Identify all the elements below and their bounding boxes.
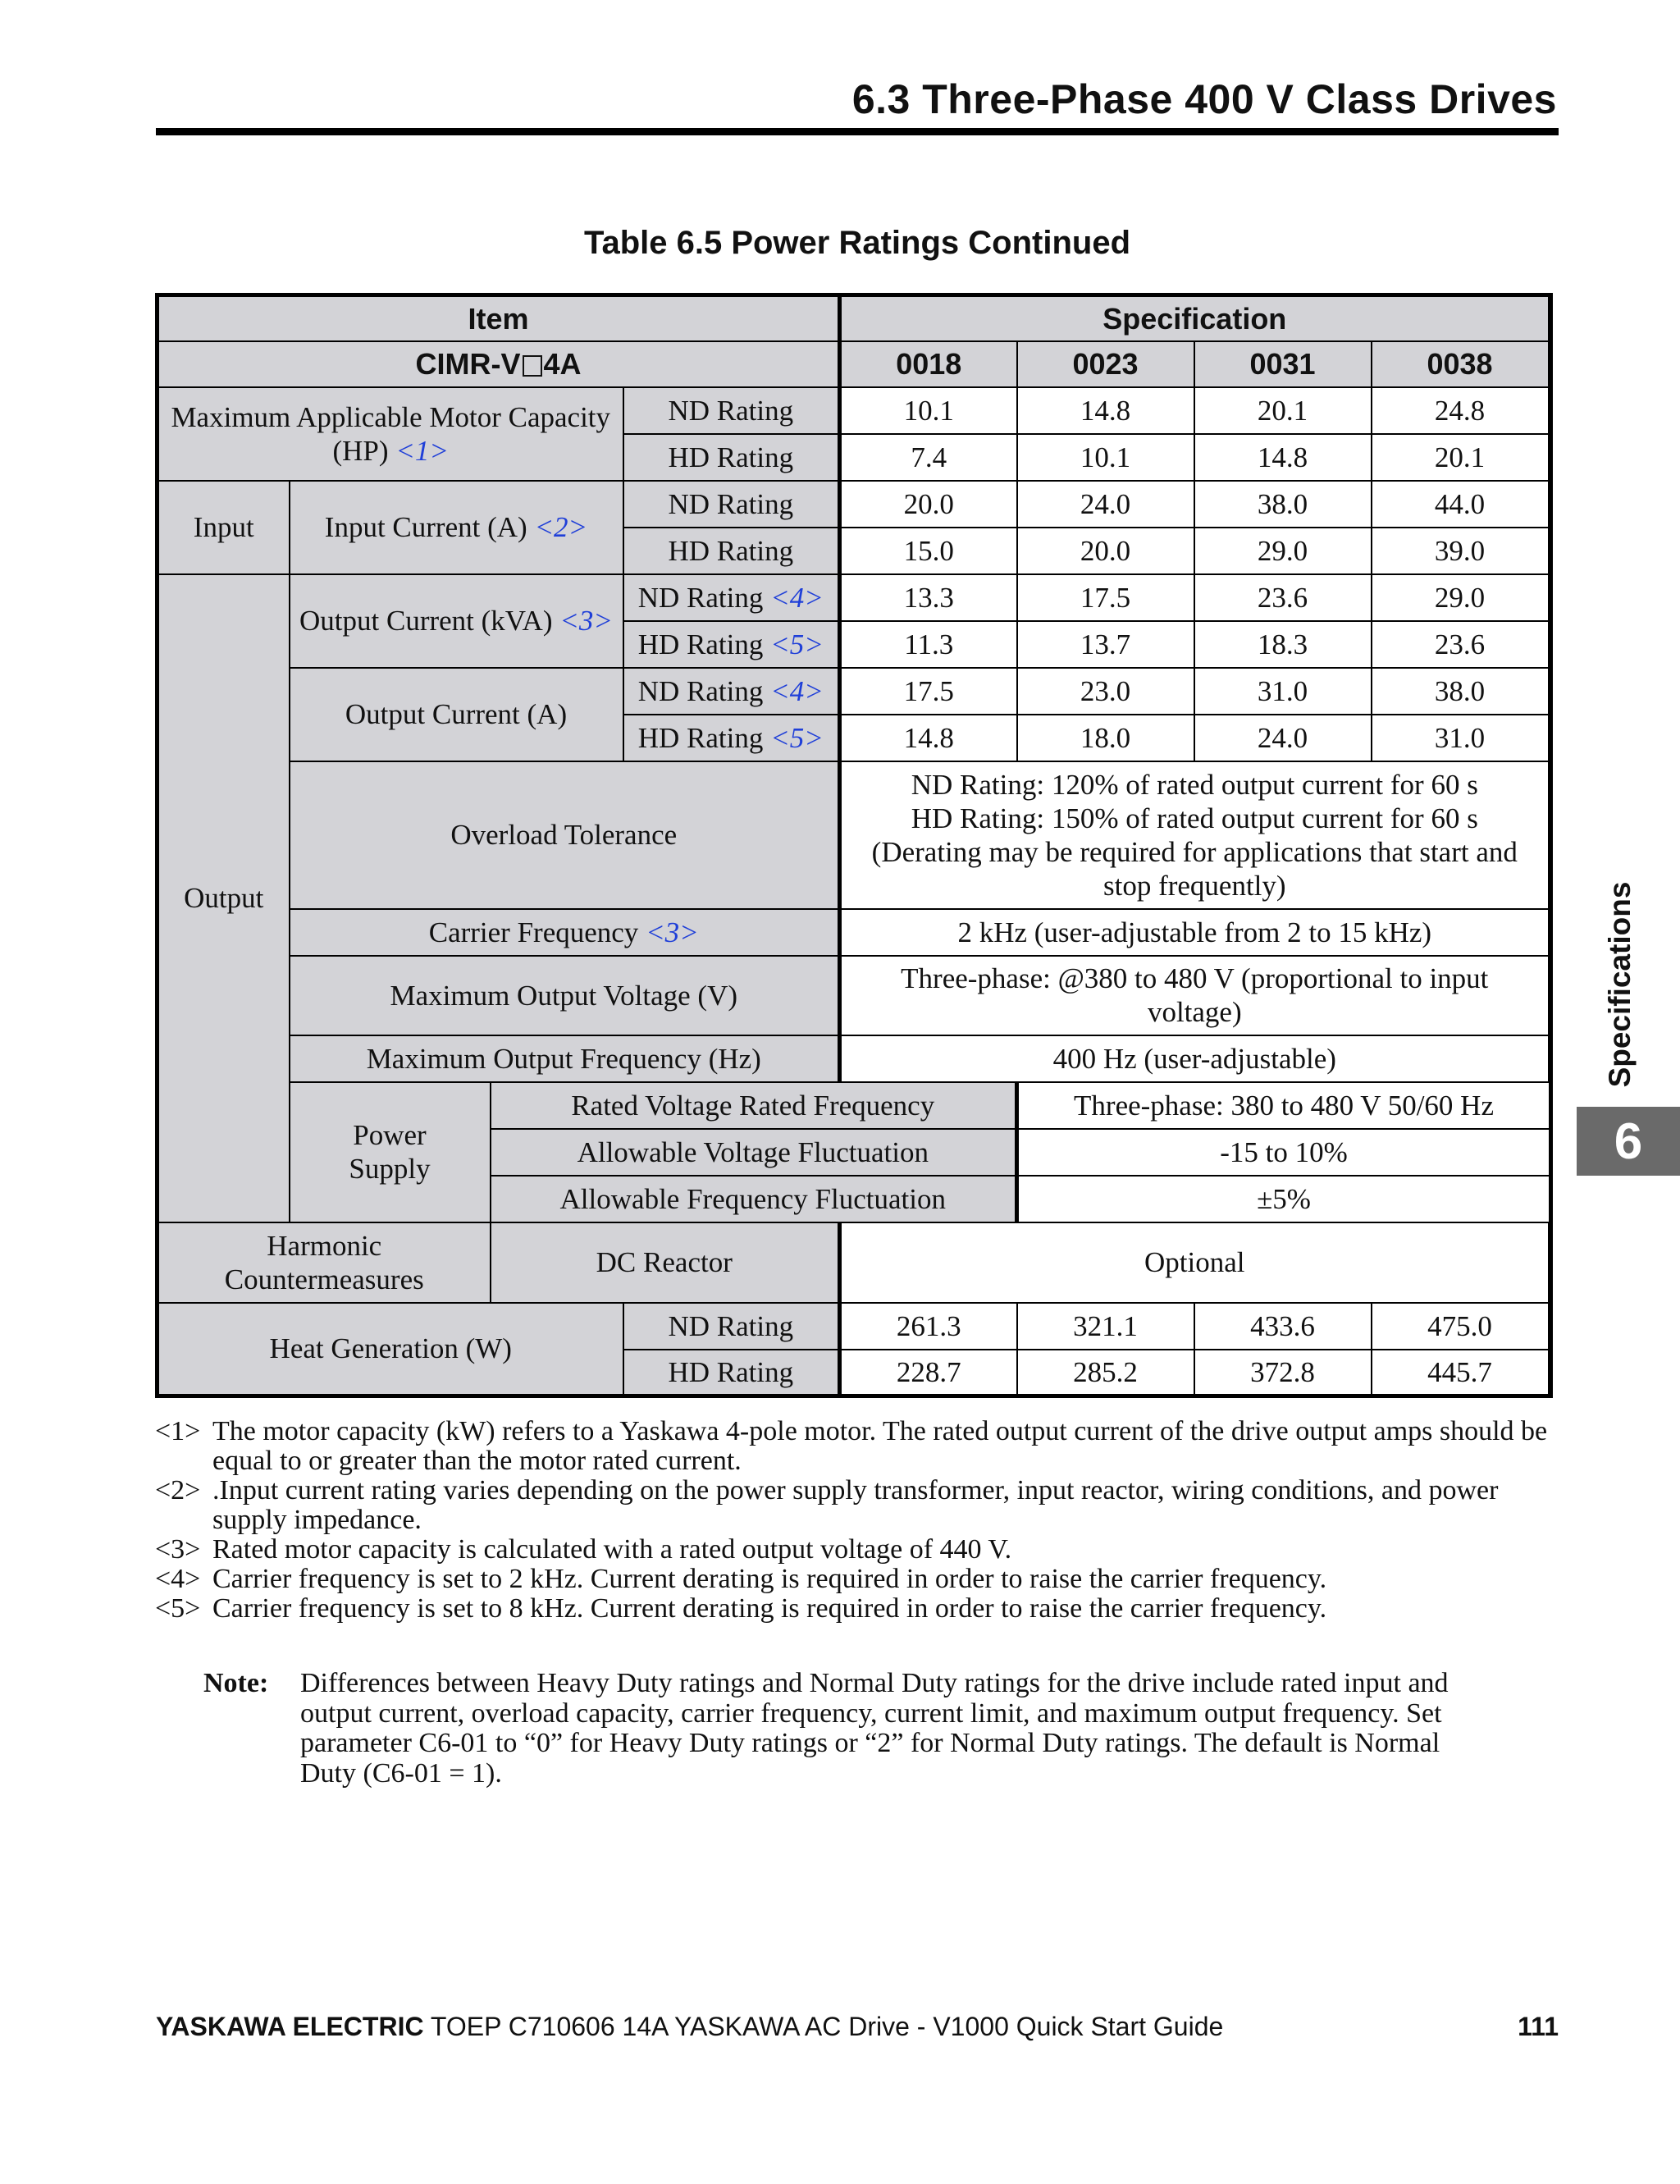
- table-cell: 14.8: [840, 715, 1017, 761]
- footnote-text: The motor capacity (kW) refers to a Yaskawa 4-pole motor. The rated output current of the drive output amps should be equal to or greater than the motor rated current.: [212, 1416, 1548, 1476]
- ref-3: <3>: [646, 916, 699, 948]
- table-cell: 475.0: [1372, 1303, 1549, 1350]
- table-cell: 14.8: [1194, 434, 1372, 481]
- placeholder-box-icon: [523, 355, 542, 377]
- note-block: [203, 1669, 1459, 1789]
- nd-rating-label: ND Rating: [623, 387, 840, 434]
- table-caption: Table 6.5 Power Ratings Continued: [583, 225, 1130, 261]
- ref-4: <4>: [770, 674, 824, 707]
- table-cell: 372.8: [1194, 1350, 1372, 1396]
- output-current-a-label: Output Current (A): [290, 668, 623, 761]
- footnote: [155, 1535, 1566, 1565]
- dc-reactor-value: Optional: [840, 1222, 1549, 1303]
- harmonic-countermeasures-label: Harmonic Countermeasures: [158, 1222, 491, 1303]
- footnote: [155, 1565, 1566, 1594]
- hd-rating-label: HD Rating <5>: [623, 715, 840, 761]
- table-cell: 228.7: [840, 1350, 1017, 1396]
- table-cell: 23.6: [1372, 621, 1549, 668]
- table-cell: 13.3: [840, 574, 1017, 621]
- table-cell: 14.8: [1017, 387, 1194, 434]
- voltage-line: voltage): [1147, 996, 1242, 1028]
- table-cell: 29.0: [1194, 528, 1372, 574]
- table-cell: 18.3: [1194, 621, 1372, 668]
- overload-line: (Derating may be required for applications that start and: [871, 835, 1518, 868]
- header-rule: [156, 128, 1559, 135]
- ref-4: <4>: [770, 581, 824, 614]
- overload-tolerance-label: Overload Tolerance: [290, 761, 840, 909]
- voltage-fluctuation-value: -15 to 10%: [1017, 1129, 1551, 1176]
- hd-rating-label: HD Rating: [623, 528, 840, 574]
- rated-voltage-frequency-value: Three-phase: 380 to 480 V 50/60 Hz: [1017, 1082, 1551, 1129]
- footnote-number: <1>: [155, 1416, 201, 1446]
- ref-5: <5>: [770, 721, 824, 754]
- table-cell: 38.0: [1194, 481, 1372, 528]
- side-section-label: Specifications: [1603, 881, 1637, 1088]
- footnote-number: <2>: [155, 1475, 201, 1505]
- chapter-tab: 6: [1577, 1107, 1680, 1176]
- item-header: Item: [158, 295, 840, 341]
- table-cell: 20.1: [1194, 387, 1372, 434]
- table-cell: 39.0: [1372, 528, 1549, 574]
- table-cell: 261.3: [840, 1303, 1017, 1350]
- max-output-frequency-value: 400 Hz (user-adjustable): [840, 1035, 1549, 1082]
- input-current-label: Input Current (A) <2>: [290, 481, 623, 574]
- ref-2: <2>: [534, 511, 588, 543]
- frequency-fluctuation-label: Allowable Frequency Fluctuation: [491, 1176, 1017, 1222]
- max-output-voltage-value: [840, 956, 1549, 1035]
- nd-rating-label: ND Rating <4>: [623, 668, 840, 715]
- note-text: Differences between Heavy Duty ratings and Normal Duty ratings for the drive include rated input and output current, overload capacity, carrier frequency, current limit, and maximum output frequency. Set parameter C6-01 to “0” for Heavy Duty ratings or “2” for Normal Duty ratings. The default is Normal Duty (C6-01 = 1).: [300, 1668, 1449, 1789]
- table-cell: 18.0: [1017, 715, 1194, 761]
- power-ratings-table: [155, 293, 1553, 1398]
- footer-company: YASKAWA ELECTRIC: [156, 2012, 424, 2041]
- output-label: Output: [158, 574, 290, 1222]
- table-cell: 10.1: [840, 387, 1017, 434]
- footnote-text: Rated motor capacity is calculated with a rated output voltage of 440 V.: [212, 1534, 1012, 1565]
- ref-5: <5>: [770, 628, 824, 660]
- dc-reactor-label: DC Reactor: [491, 1222, 840, 1303]
- table-cell: 321.1: [1017, 1303, 1194, 1350]
- ref-3: <3>: [559, 605, 613, 637]
- max-output-voltage-label: Maximum Output Voltage (V): [290, 956, 840, 1035]
- footer-doc-title: TOEP C710606 14A YASKAWA AC Drive - V1000 Quick Start Guide: [423, 2012, 1224, 2041]
- footnote: [155, 1417, 1566, 1476]
- nd-rating-label: ND Rating: [623, 481, 840, 528]
- table-cell: 433.6: [1194, 1303, 1372, 1350]
- overload-line: ND Rating: 120% of rated output current for 60 s: [911, 768, 1478, 801]
- model-col-0023: 0023: [1017, 341, 1194, 387]
- max-motor-capacity-label: Maximum Applicable Motor Capacity (HP) <1>: [158, 387, 623, 481]
- table-cell: 44.0: [1372, 481, 1549, 528]
- table-cell: 13.7: [1017, 621, 1194, 668]
- table-cell: 17.5: [1017, 574, 1194, 621]
- model-prefix: CIMR-V: [415, 347, 521, 381]
- heat-generation-label: Heat Generation (W): [158, 1303, 623, 1396]
- model-header: [158, 341, 840, 387]
- table-cell: 20.1: [1372, 434, 1549, 481]
- table-cell: 31.0: [1372, 715, 1549, 761]
- frequency-fluctuation-value: ±5%: [1017, 1176, 1551, 1222]
- table-cell: 24.8: [1372, 387, 1549, 434]
- footnote-text: .Input current rating varies depending on the power supply transformer, input reactor, wiring conditions, and power supply impedance.: [212, 1475, 1499, 1535]
- rated-voltage-frequency-label: Rated Voltage Rated Frequency: [491, 1082, 1017, 1129]
- max-output-frequency-label: Maximum Output Frequency (Hz): [290, 1035, 840, 1082]
- hd-rating-label: HD Rating <5>: [623, 621, 840, 668]
- table-cell: 7.4: [840, 434, 1017, 481]
- table-cell: 20.0: [840, 481, 1017, 528]
- table-cell: 29.0: [1372, 574, 1549, 621]
- output-current-kva-label: Output Current (kVA) <3>: [290, 574, 623, 668]
- table-cell: 285.2: [1017, 1350, 1194, 1396]
- footnote: [155, 1476, 1566, 1535]
- footnote-number: <4>: [155, 1564, 201, 1594]
- table-cell: 24.0: [1194, 715, 1372, 761]
- footer-doc-info: [156, 2012, 1223, 2042]
- table-cell: 20.0: [1017, 528, 1194, 574]
- page-number: 111: [1518, 2012, 1559, 2041]
- overload-tolerance-value: [840, 761, 1549, 909]
- footnote-text: Carrier frequency is set to 2 kHz. Current derating is required in order to raise the carrier frequency.: [212, 1564, 1327, 1594]
- table-cell: 38.0: [1372, 668, 1549, 715]
- table-cell: 23.0: [1017, 668, 1194, 715]
- model-col-0018: 0018: [840, 341, 1017, 387]
- table-cell: 445.7: [1372, 1350, 1549, 1396]
- input-label: Input: [158, 481, 290, 574]
- model-col-0038: 0038: [1372, 341, 1549, 387]
- nd-rating-label: ND Rating: [623, 1303, 840, 1350]
- table-cell: 15.0: [840, 528, 1017, 574]
- hd-rating-label: HD Rating: [623, 1350, 840, 1396]
- carrier-frequency-value: 2 kHz (user-adjustable from 2 to 15 kHz): [840, 909, 1549, 956]
- power-supply-label: Power Supply: [290, 1082, 491, 1222]
- table-cell: 11.3: [840, 621, 1017, 668]
- table-cell: 23.6: [1194, 574, 1372, 621]
- voltage-line: Three-phase: @380 to 480 V (proportional to input: [901, 962, 1489, 994]
- overload-line: stop frequently): [1102, 869, 1286, 902]
- hd-rating-label: HD Rating: [623, 434, 840, 481]
- voltage-fluctuation-label: Allowable Voltage Fluctuation: [491, 1129, 1017, 1176]
- footnote-number: <3>: [155, 1534, 201, 1565]
- carrier-frequency-label: Carrier Frequency <3>: [290, 909, 840, 956]
- footnotes: [155, 1417, 1566, 1624]
- specification-header: Specification: [840, 295, 1549, 341]
- nd-rating-label: ND Rating <4>: [623, 574, 840, 621]
- footnote: [155, 1594, 1566, 1624]
- overload-line: HD Rating: 150% of rated output current for 60 s: [911, 802, 1478, 834]
- note-label: Note:: [203, 1668, 269, 1698]
- page-footer: [156, 2012, 1559, 2042]
- table-cell: 24.0: [1017, 481, 1194, 528]
- table-cell: 17.5: [840, 668, 1017, 715]
- model-suffix: 4A: [543, 347, 582, 381]
- ref-1: <1>: [395, 434, 450, 467]
- footnote-text: Carrier frequency is set to 8 kHz. Current derating is required in order to raise the carrier frequency.: [212, 1593, 1327, 1624]
- table-cell: 31.0: [1194, 668, 1372, 715]
- footnote-number: <5>: [155, 1593, 201, 1624]
- table-cell: 10.1: [1017, 434, 1194, 481]
- section-title: 6.3 Three-Phase 400 V Class Drives: [851, 76, 1557, 122]
- model-col-0031: 0031: [1194, 341, 1372, 387]
